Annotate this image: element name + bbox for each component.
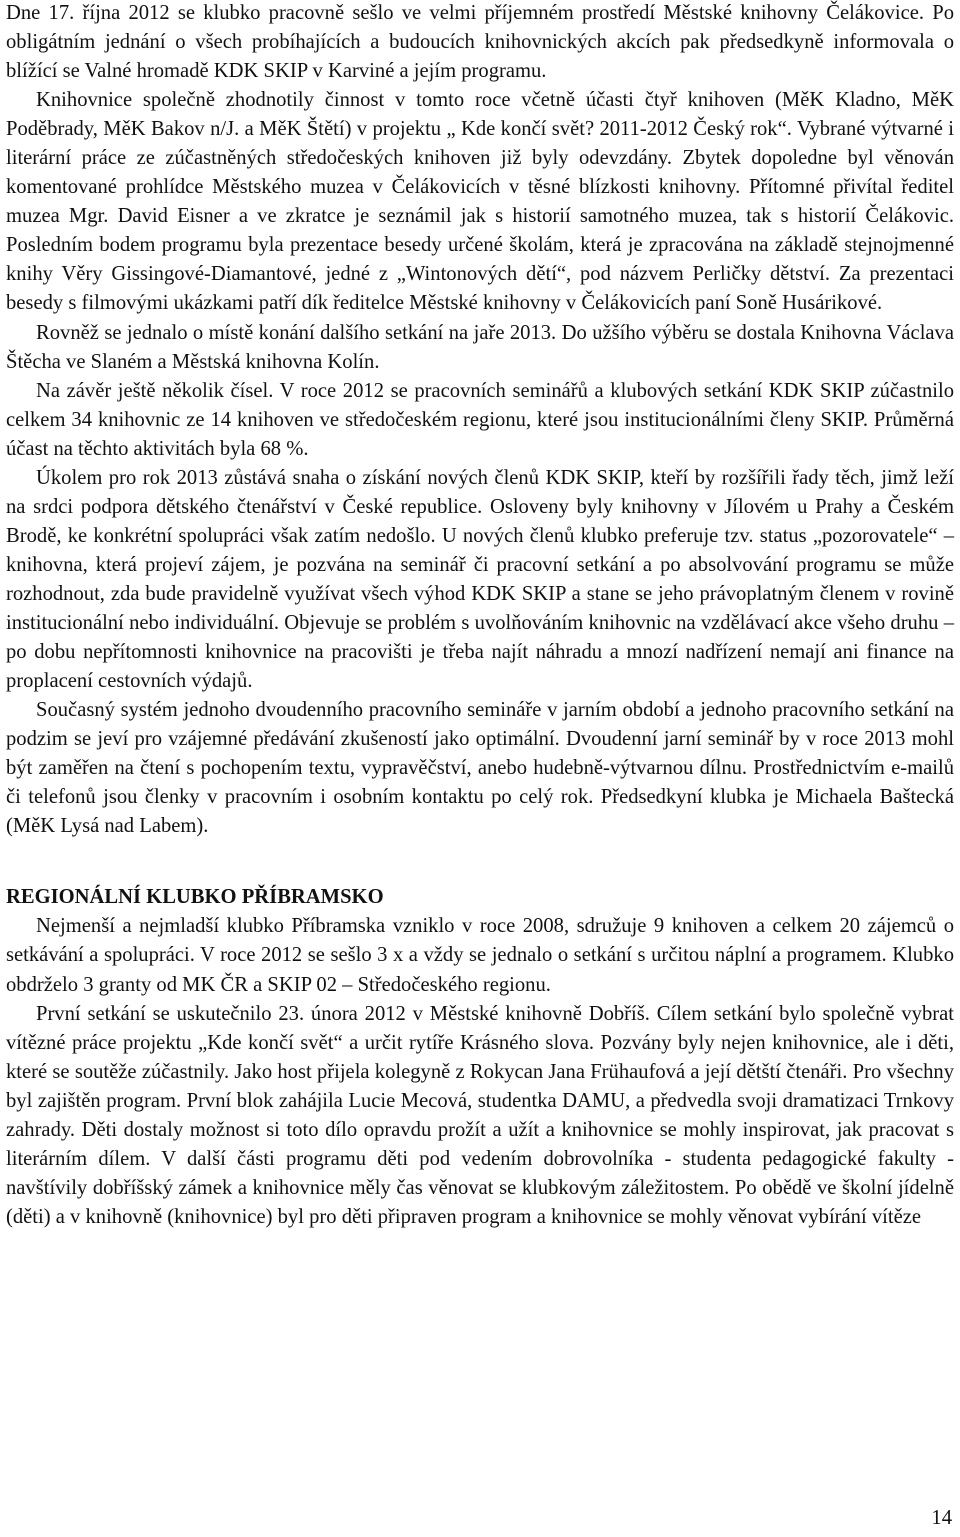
paragraph: Dne 17. října 2012 se klubko pracovně sešlo ve velmi příjemném prostředí Městské knihovny Čelákovice. Po obligátním jednání o všech probíhajících a budoucích knihovnických akcích pak předsedkyně informovala o blížící se Valné hromadě KDK SKIP v Karviné a jejím programu. [6,2,954,83]
section-heading: REGIONÁLNÍ KLUBKO PŘÍBRAMSKO [6,886,384,909]
paragraph: Současný systém jednoho dvoudenního pracovního semináře v jarním období a jednoho pracovního setkání na podzim se jeví pro vzájemné předávání zkušeností jako optimální. Dvoudenní jarní seminář by v roce 2013 mohl být zaměřen na čtení s pochopením textu, vypravěčství, anebo hudebně-výtvarnou dílnu. Prostřednictvím e-mailů či telefonů jsou členky v pracovním i osobním kontaktu po celý rok. Předsedkyní klubka je Michaela Baštecká (MěK Lysá nad Labem). [6,699,954,838]
paragraph: Rovněž se jednalo o místě konání dalšího setkání na jaře 2013. Do užšího výběru se dostala Knihovna Václava Štěcha ve Slaném a Městská knihovna Kolín. [6,321,954,373]
document-page [6,0,954,1232]
paragraph: Úkolem pro rok 2013 zůstává snaha o získání nových členů KDK SKIP, kteří by rozšířili řady těch, jimž leží na srdci podpora dětského čtenářství v České republice. Osloveny byly knihovny v Jílovém u Prahy a Českém Brodě, ke konkrétní spolupráci však zatím nedošlo. U nových členů klubko preferuje tzv. status „pozorovatele“ – knihovna, která projeví zájem, je pozvána na seminář či pracovní setkání a po absolvování programu se může rozhodnout, zda bude pravidelně využívat všech výhod KDK SKIP a stane se jeho právoplatným členem v rovině institucionální nebo individuální. Objevuje se problém s uvolňováním knihovnic na vzdělávací akce všeho druhu – po dobu nepřítomnosti knihovnice na pracovišti je třeba najít náhradu a mnozí nadřízení nemají ani finance na proplacení cestovních výdajů. [6,466,954,693]
paragraph: Nejmenší a nejmladší klubko Příbramska vzniklo v roce 2008, sdružuje 9 knihoven a celkem 20 zájemců o setkávání a spolupráci. V roce 2012 se sešlo 3 x a vždy se jednalo o setkání s určitou náplní a programem. Klubko obdrželo 3 granty od MK ČR a SKIP 02 – Středočeského regionu. [6,915,954,996]
paragraph: Knihovnice společně zhodnotily činnost v tomto roce včetně účasti čtyř knihoven (MěK Kladno, MěK Poděbrady, MěK Bakov n/J. a MěK Štětí) v projektu „ Kde končí svět? 2011-2012 Český rok“. Vybrané výtvarné i literární práce ze zúčastněných středočeských knihoven již byly odevzdány. Zbytek dopoledne byl věnován komentované prohlídce Městského muzea v Čelákovicích v těsné blízkosti knihovny. Přítomné přivítal ředitel muzea Mgr. David Eisner a ve zkratce je seznámil jak s historií samotného muzea, tak s historií Čelákovic. Posledním bodem programu byla prezentace besedy určené školám, která je zpracována na základě stejnojmenné knihy Věry Gissingové-Diamantové, jedné z „Wintonových dětí“, pod názvem Perličky dětství. Za prezentaci besedy s filmovými ukázkami patří dík ředitelce Městské knihovny v Čelákovicích paní Soně Husárikové. [6,89,954,315]
paragraph: První setkání se uskutečnilo 23. února 2012 v Městské knihovně Dobříš. Cílem setkání bylo společně vybrat vítězné práce projektu „Kde končí svět“ a určit rytíře Krásného slova. Pozvány byly nejen knihovnice, ale i děti, které se soutěže zúčastnily. Jako host přijela kolegyně z Rokycan Jana Frühaufová a její dětští čtenáři. Pro všechny byl zajištěn program. První blok zahájila Lucie Mecová, studentka DAMU, a předvedla svoji dramatizaci Trnkovy zahrady. Děti dostaly možnost si toto dílo opravdu prožít a užít a knihovnice se mohly inspirovat, jak pracovat s literárním dílem. V další části programu děti pod vedením dobrovolníka - studenta pedagogické fakulty - navštívily dobříšský zámek a knihovnice měly čas věnovat se klubkovým záležitostem. Po obědě ve školní jídelně (děti) a v knihovně (knihovnice) byl pro děti připraven program a knihovnice se mohly věnovat vybírání vítěze [6,1002,954,1228]
paragraph: Na závěr ještě několik čísel. V roce 2012 se pracovních seminářů a klubových setkání KDK SKIP zúčastnilo celkem 34 knihovnic ze 14 knihoven ve středočeském regionu, které jsou institucionálními členy SKIP. Průměrná účast na těchto aktivitách byla 68 %. [6,379,954,460]
page-number: 14 [931,1507,952,1529]
